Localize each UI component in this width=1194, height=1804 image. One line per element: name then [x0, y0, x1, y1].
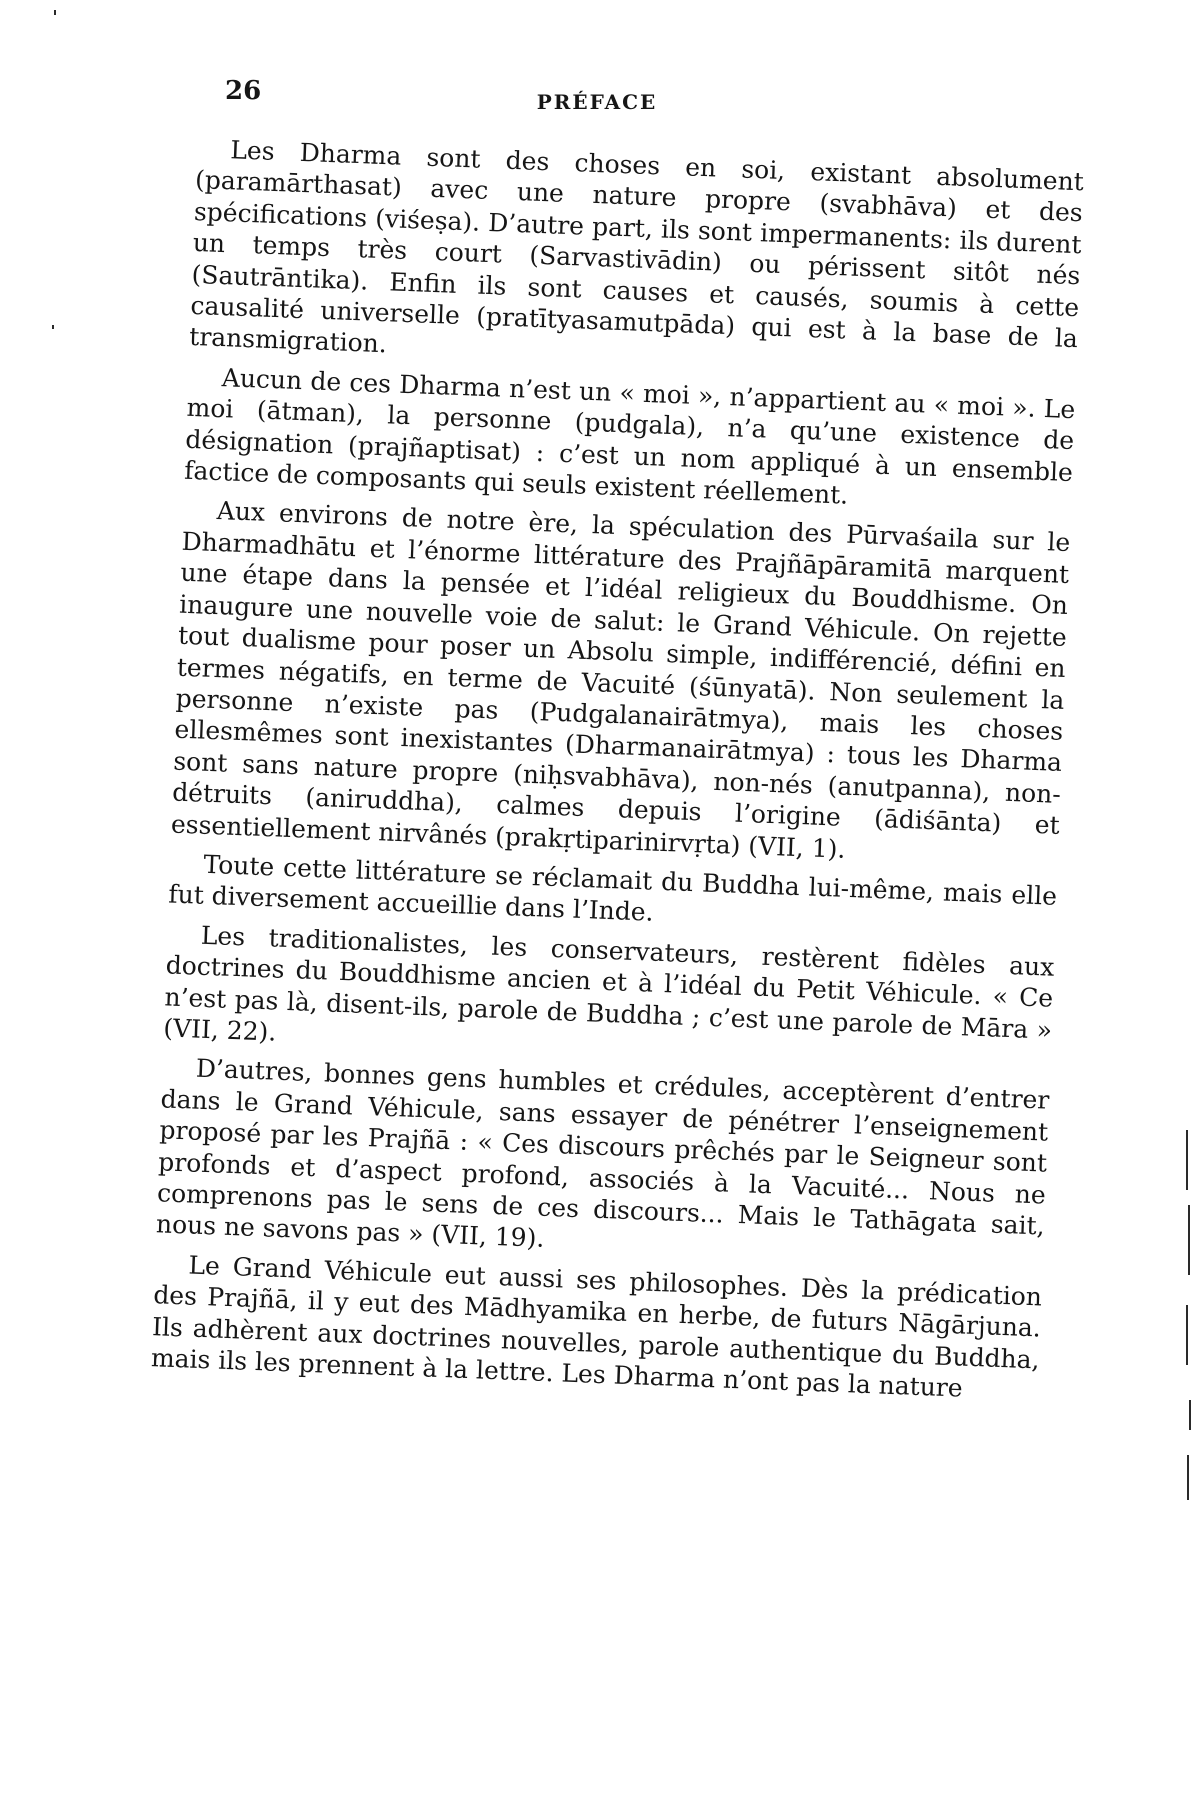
running-title: PRÉFACE	[536, 90, 658, 114]
paragraph-2: Aucun de ces Dharma n’est un « moi », n’appartient au « moi ». Le moi (ātman), la personne (pudgala), n’a qu’une existence de désignation (prajñaptisat) : c’est un nom appliqué à un ensemble factice de composants qui seuls existent réellement.	[183, 362, 1076, 510]
body-text	[150, 133, 1084, 1415]
paragraph-3: Aux environs de notre ère, la spéculation des Pūrvaśaila sur le Dharmadhātu et l’énorme littérature des Prajñāpāramitā marquent une étape dans la pensée et l’idéal religieux du Bouddhisme. On inaugure une nouvelle voie de salut: le Grand Véhicule. On rejette tout dualisme pour poser un Absolu simple, indifférencié, défini en termes négatifs, en terme de Vacuité (śūnyatā). Non seulement la personne n’existe pas (Pudgalanairātmya), mais les choses ellesmêmes sont inexistantes (Dharmanairātmya) : tous les Dharma sont sans nature propre (niḥsvabhāva), non-nés (anutpanna), non-détruits (aniruddha), calmes depuis l’origine (ādiśānta) et essentiellement nirvânés (prakṛtiparinirvṛta) (VII, 1).	[170, 496, 1071, 864]
paragraph-4: Toute cette littérature se réclamait du Buddha lui-même, mais elle fut diversement accueillie dans l’Inde.	[167, 849, 1058, 928]
scan-speck	[52, 325, 54, 329]
scan-edge-mark	[1189, 1400, 1191, 1430]
scan-edge-mark	[1188, 1205, 1190, 1275]
paragraph-6: D’autres, bonnes gens humbles et crédules, acceptèrent d’entrer dans le Grand Véhicule, sans essayer de pénétrer l’enseignement proposé par les Prajñā : « Ces discours prêchés par le Seigneur sont profonds et d’aspect profond, associés à la Vacuité... Nous ne comprenons pas le sens de ces discours... Mais le Tathāgata sait, nous ne savons pas » (VII, 19).	[155, 1054, 1050, 1254]
paragraph-7: Le Grand Véhicule eut aussi ses philosophes. Dès la prédication des Prajñā, il y eut des Mādhyamika en herbe, de futurs Nāgārjuna. Ils adhèrent aux doctrines nouvelles, parole authentique du Buddha, mais ils les prennent à la lettre. Les Dharma n’ont pas la nature	[150, 1250, 1043, 1403]
scan-edge-mark	[1186, 1130, 1188, 1190]
page-number: 26	[225, 76, 262, 106]
scan-speck	[54, 10, 56, 15]
paragraph-5: Les traditionalistes, les conservateurs, restèrent fidèles aux doctrines du Bouddhisme ancien et à l’idéal du Petit Véhicule. « Ce n’est pas là, disent-ils, parole de Buddha ; c’est une parole de Māra » (VII, 22).	[162, 920, 1055, 1047]
paragraph-1: Les Dharma sont des choses en soi, existant absolument (paramārthasat) avec une nature propre (svabhāva) et des spécifications (viśeṣa). D’autre part, ils sont impermanents: ils durent un temps très court (Sarvastivādin) ou périssent sitôt nés (Sautrāntika). Enfin ils sont causes et causés, soumis à cette causalité universelle (pratītyasamutpāda) qui est à la base de la transmigration.	[188, 135, 1085, 359]
scan-edge-mark	[1186, 1305, 1188, 1365]
scan-edge-mark	[1187, 1455, 1189, 1500]
